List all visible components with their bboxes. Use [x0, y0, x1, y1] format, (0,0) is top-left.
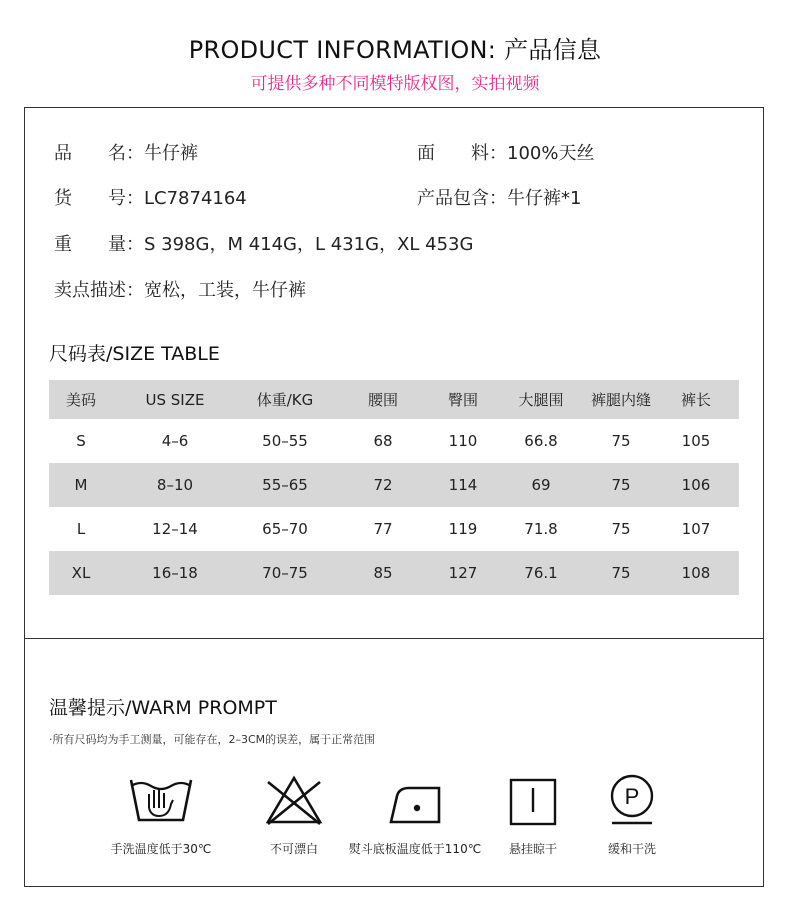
table-cell: 76.1: [493, 551, 589, 595]
table-cell: 72: [333, 463, 433, 507]
care-heading: 温馨提示/WARM PROMPT: [49, 697, 277, 719]
table-cell: 119: [448, 520, 478, 538]
table-cell: 106: [653, 463, 739, 507]
table-cell: 75: [589, 463, 653, 507]
table-cell: 55–65: [237, 463, 333, 507]
table-cell: M: [49, 463, 113, 507]
table-cell: 110: [448, 432, 478, 450]
table-header-row: [49, 380, 739, 419]
table-cell: 107: [681, 520, 711, 538]
col-header: 体重/KG: [237, 380, 333, 419]
table-cell: 75: [611, 432, 631, 450]
col-header: 裤长: [653, 380, 739, 419]
table-cell: S: [76, 432, 86, 450]
table-cell: 105: [681, 432, 711, 450]
info-selling: [54, 276, 306, 302]
table-row: [49, 463, 739, 507]
table-cell: 50–55: [262, 432, 308, 450]
care-label: 不可漂白: [269, 842, 318, 856]
info-package-value: 牛仔裤*1: [507, 188, 582, 209]
info-package-label: 产品包含：: [417, 188, 507, 209]
care-item-hand-wash: [91, 772, 231, 857]
col-header: 腰围: [333, 380, 433, 419]
table-row: [49, 419, 739, 463]
table-cell: XL: [49, 551, 113, 595]
table-cell: 68: [373, 432, 393, 450]
size-table: [49, 380, 739, 595]
table-row: [49, 507, 739, 551]
table-cell: 75: [589, 551, 653, 595]
table-cell: 66.8: [524, 432, 558, 450]
care-label: 熨斗底板温度低于110℃: [348, 842, 482, 856]
page-title: PRODUCT INFORMATION: 产品信息: [188, 36, 602, 64]
page-subtitle: 可提供多种不同模特版权图，实拍视频: [250, 74, 540, 94]
care-label: 悬挂晾干: [508, 842, 557, 856]
table-cell: 114: [433, 463, 493, 507]
table-cell: 85: [333, 551, 433, 595]
col-header: 大腿围: [493, 380, 589, 419]
no-bleach-icon: [224, 772, 364, 828]
info-name-label: 品 名：: [54, 143, 144, 164]
info-name-value: 牛仔裤: [144, 143, 198, 164]
hand-wash-icon: [91, 772, 231, 828]
info-sku-value: LC7874164: [144, 188, 247, 209]
table-cell: 16–18: [113, 551, 237, 595]
svg-text:P: P: [624, 784, 640, 809]
care-label: 手洗温度低于30℃: [110, 842, 212, 856]
table-cell: 75: [611, 520, 631, 538]
info-weight: [54, 230, 473, 256]
info-selling-label: 卖点描述：: [54, 280, 144, 301]
col-header: 美码: [49, 380, 113, 419]
info-weight-value: S 398G，M 414G，L 431G，XL 453G: [144, 234, 474, 255]
info-fabric-label: 面 料：: [417, 143, 507, 164]
section-divider: [24, 638, 764, 639]
col-header: US SIZE: [113, 380, 237, 419]
info-selling-value: 宽松，工装，牛仔裤: [144, 280, 306, 301]
info-weight-label: 重 量：: [54, 234, 144, 255]
table-cell: 12–14: [152, 520, 198, 538]
table-cell: L: [76, 520, 86, 538]
info-fabric: [417, 139, 594, 165]
table-cell: 69: [493, 463, 589, 507]
info-package: [417, 184, 581, 210]
care-label: 缓和干洗: [607, 842, 656, 856]
table-row: [49, 551, 739, 595]
col-header: 裤腿内缝: [589, 380, 653, 419]
table-cell: 108: [653, 551, 739, 595]
size-table-heading: 尺码表/SIZE TABLE: [49, 343, 220, 365]
table-cell: 4–6: [161, 432, 189, 450]
info-fabric-value: 100%天丝: [507, 143, 595, 164]
table-cell: 127: [433, 551, 493, 595]
table-cell: 8–10: [113, 463, 237, 507]
table-cell: 71.8: [524, 520, 558, 538]
info-sku-label: 货 号：: [54, 188, 144, 209]
table-cell: 70–75: [237, 551, 333, 595]
care-item-no-bleach: [224, 772, 364, 857]
measurement-note: ·所有尺码均为手工测量，可能存在，2–3CM的误差，属于正常范围: [49, 733, 376, 746]
table-cell: 77: [373, 520, 393, 538]
table-cell: 65–70: [262, 520, 308, 538]
info-name: [54, 139, 198, 165]
info-sku: [54, 184, 247, 210]
col-header: 臀围: [433, 380, 493, 419]
dry-clean-icon: [562, 772, 702, 828]
care-item-dry-clean: [562, 772, 702, 857]
